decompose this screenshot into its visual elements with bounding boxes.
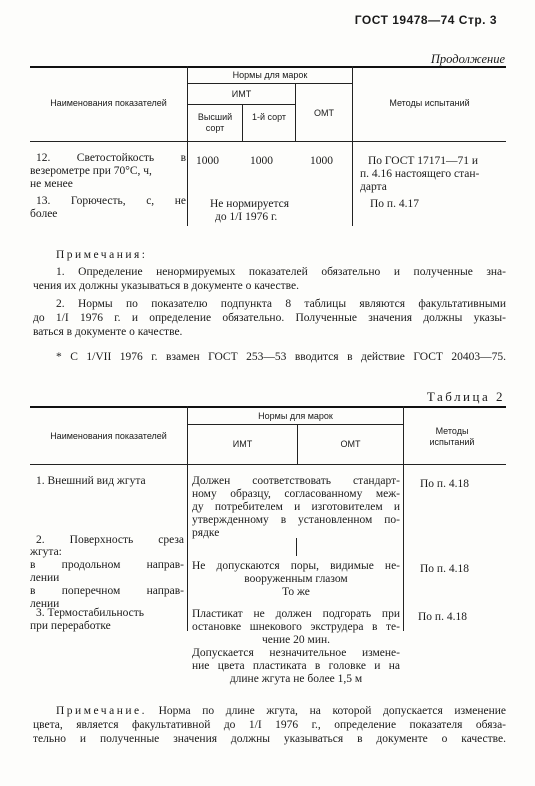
- note1-line2: чения их должны указываться в документе о качестве.: [33, 280, 299, 292]
- table1-row12-name-2: везерометре при 70°С, ч,: [30, 165, 152, 177]
- page-header: ГОСТ 19478—74 Стр. 3: [354, 13, 497, 27]
- table2-row2-norm-3: То же: [282, 586, 310, 598]
- bottom-note-text-1: Норма по длине жгута, на которой допускается изменение: [158, 705, 506, 717]
- table1-col-divider-4: [352, 66, 353, 226]
- table2-row1-method: По п. 4.18: [420, 478, 469, 490]
- table2-row2-name-3: в продольном направ-: [30, 559, 184, 571]
- table1-header-first-grade: 1-й сорт: [251, 112, 287, 122]
- table1-top-border: [30, 66, 506, 68]
- table1-row12-method-3: дарта: [360, 181, 387, 193]
- table1-header-methods: Методы испытаний: [389, 98, 470, 108]
- table2-row1-name: 1. Внешний вид жгута: [36, 475, 146, 487]
- table1-header-imt: ИМТ: [231, 89, 252, 99]
- table1-row12-name-3: не менее: [30, 178, 73, 190]
- table2-inline-mark: [296, 538, 297, 556]
- note2-line2: до 1/I 1976 г. и определение обязательно. Полученные значения должны указы-: [33, 312, 506, 324]
- footnote: * С 1/VII 1976 г. взамен ГОСТ 253—53 вводится в действие ГОСТ 20403—75.: [56, 351, 506, 363]
- note1-line1: 1. Определение ненормируемых показателей обязательно и полученные зна-: [56, 266, 506, 278]
- table1-header-norms: Нормы для марок: [232, 70, 308, 80]
- table2-header-methods: Методы испытаний: [429, 426, 475, 447]
- table1-header-omt: ОМТ: [314, 108, 334, 118]
- table1-row13-name-1: 13. Горючесть, с, не: [36, 195, 186, 207]
- table2-row1-norm-5: рядке: [192, 527, 220, 539]
- bottom-note-line1: [56, 704, 506, 718]
- table2-row3-name-1: 3. Термостабильность: [36, 607, 145, 619]
- table1-norms-divider: [188, 83, 352, 84]
- table2-row3-norm-5: ние цвета пластиката в головке и на: [192, 660, 400, 672]
- table2-row2-norm-1: Не допускаются поры, видимые не-: [192, 560, 400, 572]
- table1-header-bottom: [30, 141, 506, 142]
- table2-header-omt: ОМТ: [340, 439, 361, 449]
- table2-col-divider-3: [403, 406, 404, 631]
- continuation-label: Продолжение: [430, 52, 505, 66]
- table1-row12-omt-value: 1000: [310, 155, 333, 167]
- table1-row12-name-1: 12. Светостойкость в: [36, 152, 186, 164]
- table2-row2-norm-2: вооруженным глазом: [244, 573, 348, 585]
- table2-row2-name-6: лении: [30, 598, 60, 610]
- table2-top-border: [30, 406, 506, 408]
- table2-row3-method: По п. 4.18: [418, 611, 467, 623]
- table2-row2-name-4: лении: [30, 572, 60, 584]
- table2-row1-norm-4: утвержденному в установленном по-: [192, 514, 400, 526]
- table2-row3-norm-1: Пластикат не должен подгорать при: [192, 608, 400, 620]
- bottom-note-line3: тельно и полученные значения должны указываться в документе о качестве.: [33, 733, 506, 745]
- table2-header-name: Наименования показателей: [50, 431, 167, 441]
- table2-title: Таблица 2: [426, 389, 505, 404]
- table1-header-top-grade: Высший сорт: [197, 112, 233, 133]
- table1-row13-not-normalized-1: Не нормируется: [210, 198, 290, 210]
- table2-row1-norm-1: Должен соответствовать стандарт-: [192, 475, 400, 487]
- bottom-note-line2: цвета, является факультативной до 1/I 1976 г., определение показателя обяза-: [33, 719, 506, 731]
- table2-row3-name-2: при переработке: [30, 620, 111, 632]
- table1-row12-method-1: По ГОСТ 17171—71 и: [368, 155, 479, 167]
- table1-row12-first-value: 1000: [250, 155, 273, 167]
- table2-row1-norm-2: ному образцу, согласованному меж-: [192, 488, 400, 500]
- table2-row2-name-5: в поперечном направ-: [30, 585, 184, 597]
- table1-row12-method-2: п. 4.16 настоящего стан-: [360, 168, 480, 180]
- note2-line1: 2. Нормы по показателю подпункта 8 таблицы являются факультативными: [56, 298, 506, 310]
- table1-row13-not-normalized-2: до 1/I 1976 г.: [215, 211, 278, 223]
- table2-header-bottom: [30, 464, 506, 465]
- table2-norms-divider: [188, 424, 403, 425]
- table1-row13-method: По п. 4.17: [370, 198, 419, 210]
- table2-row1-norm-3: ду потребителем и изготовителем и: [192, 501, 400, 513]
- bottom-note-label: Примечание.: [56, 705, 147, 717]
- notes-title: Примечания:: [56, 249, 148, 261]
- table1-row13-name-2: более: [30, 208, 58, 220]
- note2-line3: ваться в документе о качестве.: [33, 326, 183, 338]
- table2-row2-name-1: 2. Поверхность среза: [36, 534, 184, 546]
- table2-row3-norm-2: остановке шнекового экструдера в те-: [192, 621, 400, 633]
- table2-row2-name-2: жгута:: [30, 546, 62, 558]
- table2-row3-norm-3: чение 20 мин.: [261, 634, 330, 646]
- table2-header-norms: Нормы для марок: [258, 411, 333, 421]
- table1-header-name: Наименования показателей: [50, 98, 167, 108]
- table2-row3-norm-4: Допускается незначительное измене-: [192, 647, 400, 659]
- table2-header-imt: ИМТ: [232, 439, 253, 449]
- table2-row2-method: По п. 4.18: [420, 563, 469, 575]
- table1-row12-top-value: 1000: [196, 155, 219, 167]
- table2-row3-norm-6: длине жгута не более 1,5 м: [229, 673, 363, 685]
